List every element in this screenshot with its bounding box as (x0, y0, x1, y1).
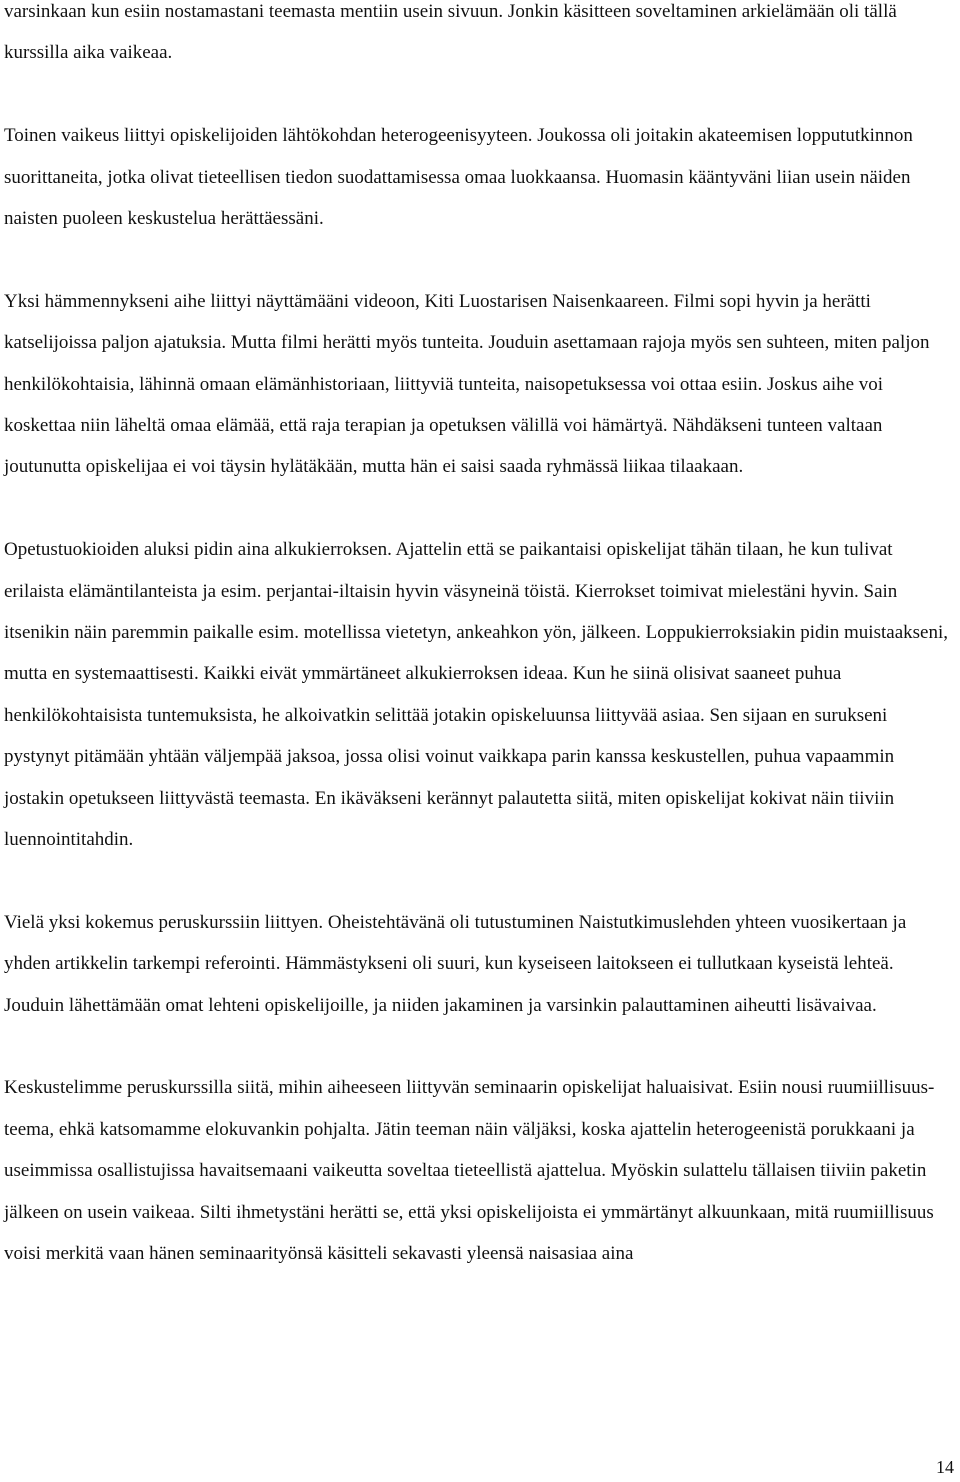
paragraph-gap (4, 488, 954, 529)
paragraph-3: Yksi hämmennykseni aihe liittyi näyttämääni videoon, Kiti Luostarisen Naisenkaareen. Filmi sopi hyvin ja herätti katselijoissa paljon ajatuksia. Mutta filmi herätti myös tunteita. Jouduin asettamaan rajoja myös sen suhteen, miten paljon henkilökohtaisia, lähinnä omaan elämänhistoriaan, liittyviä tunteita, naisopetuksessa voi ottaa esiin. Joskus aihe voi koskettaa niin läheltä omaa elämää, että raja terapian ja opetuksen välillä voi hämärtyä. Nähdäkseni tunteen valtaan joutunutta opiskelijaa ei voi täysin hylätäkään, mutta hän ei saisi saada ryhmässä liikaa tilaakaan. (4, 290, 930, 478)
paragraph-5: Vielä yksi kokemus peruskurssiin liittyen. Oheistehtävänä oli tutustuminen Naistutkimuslehden yhteen vuosikertaan ja yhden artikkelin tarkempi referointi. Hämmästykseni oli suuri, kun kyseiseen laitokseen ei tullutkaan kyseistä lehteä. Jouduin lähettämään omat lehteni opiskelijoille, ja niiden jakaminen ja varsinkin palauttaminen aiheutti lisävaivaa. (4, 911, 907, 1016)
paragraph-gap (4, 860, 954, 901)
page-number: 14 (936, 1457, 954, 1477)
paragraph-1: varsinkaan kun esiin nostamastani teemasta mentiin usein sivuun. Jonkin käsitteen soveltaminen arkielämään oli tällä kurssilla aika vaikeaa. (4, 1, 897, 64)
paragraph-gap (4, 74, 954, 115)
document-body (4, 0, 954, 1275)
paragraph-4: Opetustuokioiden aluksi pidin aina alkukierroksen. Ajattelin että se paikantaisi opiskelijat tähän tilaan, he kun tulivat erilaista elämäntilanteista ja esim. perjantai-iltaisin hyvin väsyneinä töistä. Kierrokset toimivat mielestäni hyvin. Sain itsenikin näin paremmin paikalle esim. motellissa vietetyn, ankeahkon yön, jälkeen. Loppukierroksiakin pidin muistaakseni, mutta en systemaattisesti. Kaikki eivät ymmärtäneet alkukierroksen ideaa. Kun he siinä olisivat saaneet puhua henkilökohtaisista tuntemuksista, he alkoivatkin selittää jotakin opiskeluunsa liittyvää asiaa. Sen sijaan en surukseni pystynyt pitämään yhtään väljempää jaksoa, jossa olisi voinut vaikkapa parin kanssa keskustellen, puhua vapaammin jostakin opetukseen liittyvästä teemasta. En ikäväkseni kerännyt palautetta siitä, miten opiskelijat kokivat näin tiiviin luennointitahdin. (4, 539, 948, 851)
paragraph-6: Keskustelimme peruskurssilla siitä, mihin aiheeseen liittyvän seminaarin opiskelijat haluaisivat. Esiin nousi ruumiillisuus-teema, ehkä katsomamme elokuvankin pohjalta. Jätin teeman näin väljäksi, koska ajattelin heterogeenistä porukkaani ja useimmissa osallistujissa havaitsemaani vaikeutta soveltaa tieteellistä ajattelua. Myöskin sulattelu tällaisen tiiviin paketin jälkeen on usein vaikeaa. Silti ihmetystäni herätti se, että yksi opiskelijoista ei ymmärtänyt alkuunkaan, mitä ruumiillisuus voisi merkitä vaan hänen seminaarityönsä käsitteli sekavasti yleensä naisasiaa aina (4, 1077, 935, 1265)
paragraph-2: Toinen vaikeus liittyi opiskelijoiden lähtökohdan heterogeenisyyteen. Joukossa oli joitakin akateemisen loppututkinnon suorittaneita, jotka olivat tieteellisen tiedon suodattamisessa omaa luokkaansa. Huomasin kääntyväni liian usein näiden naisten puoleen keskustelua herättäessäni. (4, 125, 913, 230)
paragraph-gap (4, 1026, 954, 1067)
paragraph-gap (4, 239, 954, 280)
